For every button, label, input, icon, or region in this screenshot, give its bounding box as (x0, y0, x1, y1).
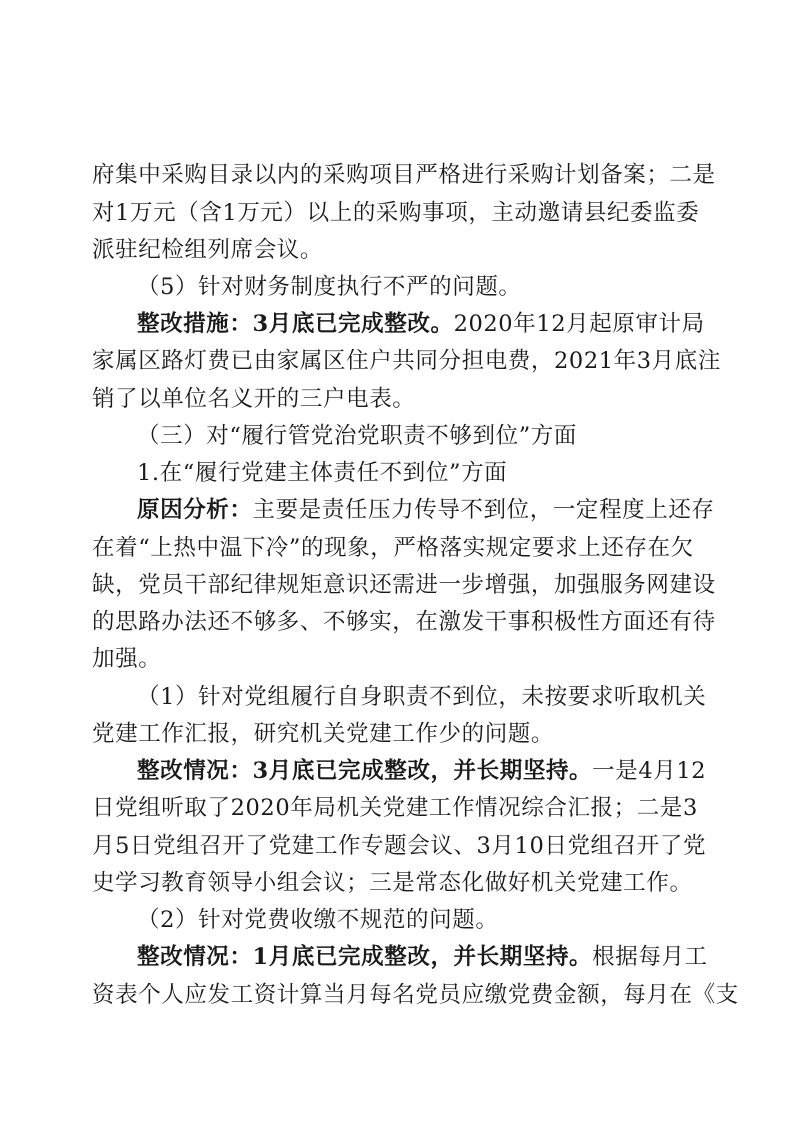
line-text: 史学习教育领导小组会议；三是常态化做好机关党建工作。 (92, 870, 693, 896)
bold-lead: 整改措施：3月底已完成整改。 (137, 311, 454, 337)
line-text: （5）针对财务制度执行不严的问题。 (137, 274, 522, 300)
paragraph-line (137, 306, 705, 342)
paragraph-line (137, 753, 707, 789)
line-text: 销了以单位名义开的三户电表。 (92, 386, 416, 412)
line-text: 对1万元（含1万元）以上的采购事项，主动邀请县纪委监委 (92, 200, 700, 226)
paragraph-line (92, 828, 707, 864)
line-text: （1）针对党组履行自身职责不到位，未按要求听取机关 (137, 684, 707, 710)
paragraph-line (92, 567, 716, 603)
line-text: （三）对“履行管党治党职责不够到位”方面 (137, 423, 578, 449)
line-text: 一是4月12 (592, 758, 707, 784)
paragraph-line (92, 604, 716, 640)
section-heading (137, 902, 692, 938)
line-text: 根据每月工 (592, 944, 708, 970)
paragraph-line (92, 641, 692, 677)
bold-lead: 整改情况：3月底已完成整改，并长期坚持。 (137, 758, 593, 784)
section-heading (137, 269, 692, 305)
line-text: 加强。 (92, 646, 162, 672)
line-text: 资表个人应发工资计算当月每名党员应缴党费金额，每月在《支 (92, 982, 739, 1008)
paragraph-line (92, 157, 716, 193)
line-text: 的思路办法还不够多、不够实，在激发干事积极性方面还有待 (92, 609, 716, 635)
paragraph-line (137, 679, 707, 715)
paragraph-line (92, 232, 692, 268)
line-text: 缺，党员干部纪律规矩意识还需进一步增强，加强服务网建设 (92, 572, 716, 598)
line-text: 2020年12月起原审计局 (453, 311, 705, 337)
line-text: 府集中采购目录以内的采购项目严格进行采购计划备案；二是 (92, 162, 716, 188)
bold-lead: 原因分析： (137, 497, 253, 523)
section-heading (137, 418, 692, 454)
line-text: 日党组听取了2020年局机关党建工作情况综合汇报；二是3 (92, 795, 698, 821)
bold-lead: 整改情况：1月底已完成整改，并长期坚持。 (137, 944, 593, 970)
line-text: 派驻纪检组列席会议。 (92, 237, 324, 263)
line-text: 主要是责任压力传导不到位，一定程度上还存 (252, 497, 715, 523)
paragraph-line (92, 865, 692, 901)
line-text: 1.在“履行党建主体责任不到位”方面 (137, 460, 508, 486)
paragraph-line (92, 977, 739, 1013)
paragraph-line (92, 790, 698, 826)
paragraph-line (92, 716, 692, 752)
paragraph-line (92, 343, 721, 379)
paragraph-line (92, 530, 692, 566)
line-text: 家属区路灯费已由家属区住户共同分担电费，2021年3月底注 (92, 348, 721, 374)
paragraph-line (137, 939, 708, 975)
line-text: 党建工作汇报，研究机关党建工作少的问题。 (92, 721, 555, 747)
line-text: 月5日党组召开了党建工作专题会议、3月10日党组召开了党 (92, 833, 707, 859)
line-text: （2）针对党费收缴不规范的问题。 (137, 907, 499, 933)
line-text: 在着“上热中温下冷”的现象，严格落实规定要求上还存在欠 (92, 535, 694, 561)
section-heading (137, 455, 692, 491)
paragraph-line (137, 492, 715, 528)
paragraph-line (92, 195, 700, 231)
paragraph-line (92, 381, 692, 417)
